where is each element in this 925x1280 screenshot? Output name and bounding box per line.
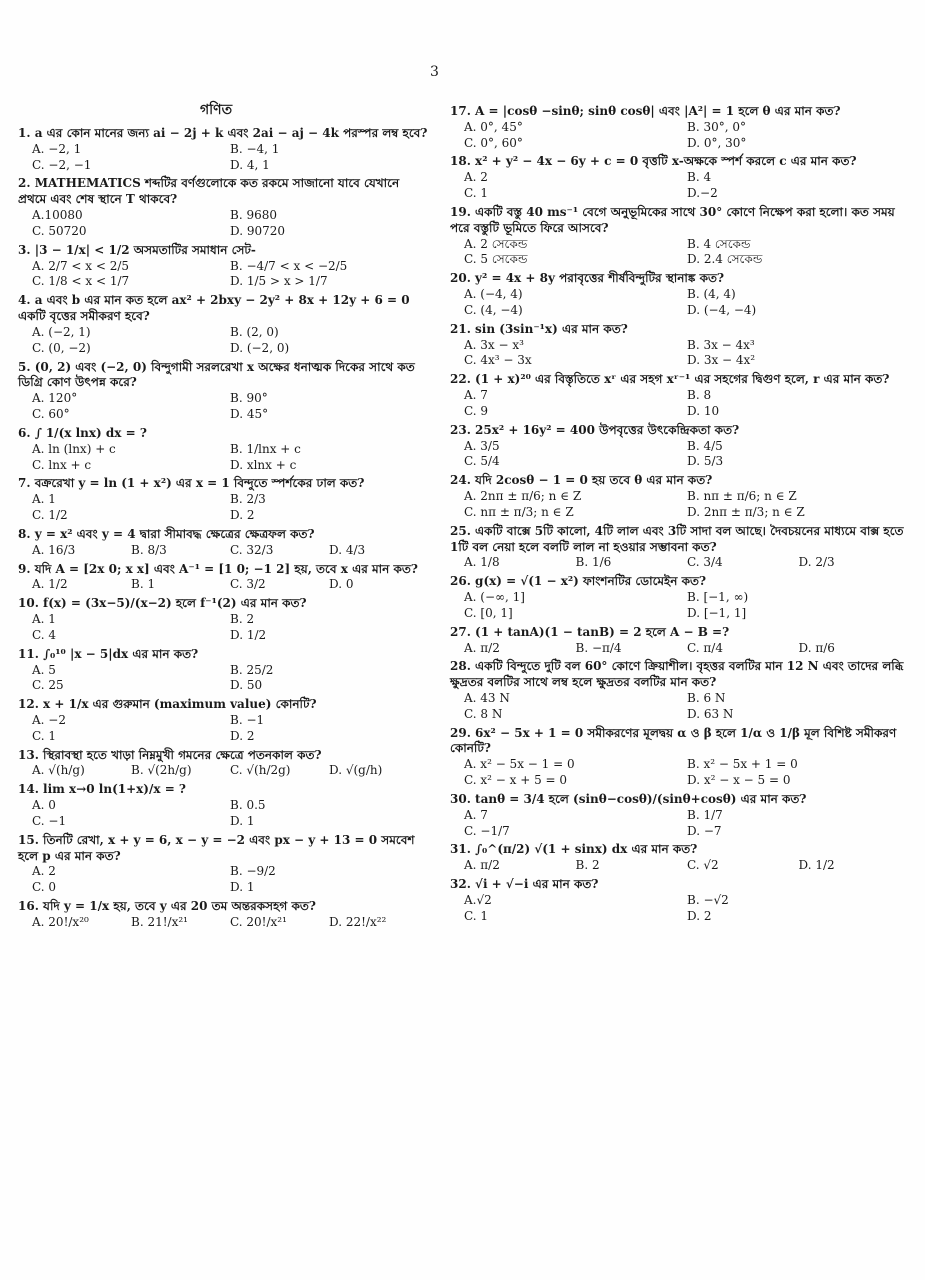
question-stem: 26. g(x) = √(1 − x²) ফাংশনটির ডোমেইন কত? bbox=[450, 574, 707, 589]
option: C. 8 N bbox=[464, 706, 503, 721]
option: B. 9680 bbox=[230, 208, 277, 223]
option: D. 0°, 30° bbox=[687, 135, 747, 150]
option: D. 22!/x²² bbox=[329, 914, 387, 929]
option: D.−2 bbox=[687, 186, 718, 201]
question bbox=[18, 697, 428, 744]
option: C. lnx + c bbox=[32, 457, 92, 472]
option: A. 7 bbox=[464, 807, 488, 822]
question-stem: 22. (1 + x)²⁰ এর বিস্তৃতিতে xʳ এর সহগ xʳ⁻¹ এর সহগের দ্বিগুণ হলে, r এর মান কত? bbox=[450, 372, 890, 387]
option: C. nπ ± π/3; n ∈ Z bbox=[464, 504, 574, 519]
option: A. 3/5 bbox=[464, 438, 500, 453]
option: C. −1/7 bbox=[464, 823, 510, 838]
option: D. (−2, 0) bbox=[230, 340, 290, 355]
question-stem: 30. tanθ = 3/4 হলে (sinθ−cosθ)/(sinθ+cosθ) এর মান কত? bbox=[450, 791, 807, 806]
options bbox=[450, 808, 910, 840]
option: D. 1/2 bbox=[798, 858, 835, 873]
option: A. 2/7 < x < 2/5 bbox=[32, 258, 130, 273]
option: C. 60° bbox=[32, 407, 70, 422]
options bbox=[18, 142, 428, 174]
option: B. √(2h/g) bbox=[131, 763, 192, 778]
option: B. 90° bbox=[230, 391, 268, 406]
option: A.10080 bbox=[32, 208, 83, 223]
option: B. −√2 bbox=[687, 892, 729, 907]
option: A.√2 bbox=[464, 892, 492, 907]
question-stem: 4. a এবং b এর মান কত হলে ax² + 2bxy − 2y² + 8x + 12y + 6 = 0 একটি বৃত্তের সমীকরণ হবে? bbox=[18, 293, 410, 324]
option: A. 2 bbox=[464, 170, 488, 185]
option: C. x² − x + 5 = 0 bbox=[464, 773, 568, 788]
option: A. 2 bbox=[32, 864, 56, 879]
option: A. 2nπ ± π/6; n ∈ Z bbox=[464, 489, 582, 504]
options bbox=[18, 325, 428, 357]
left-column bbox=[18, 126, 428, 934]
question-stem: 32. √i + √−i এর মান কত? bbox=[450, 877, 599, 892]
option: A. 5 bbox=[32, 662, 56, 677]
option: D. 45° bbox=[230, 407, 269, 422]
option: D. 2.4 সেকেন্ড bbox=[687, 252, 763, 267]
question-stem: 8. y = x² এবং y = 4 দ্বারা সীমাবদ্ধ ক্ষেত্রের ক্ষেত্রফল কত? bbox=[18, 526, 315, 541]
question bbox=[18, 176, 428, 239]
question bbox=[18, 527, 428, 559]
question-stem: 3. |3 − 1/x| < 1/2 অসমতাটির সমাধান সেট- bbox=[18, 242, 256, 257]
options bbox=[450, 439, 910, 471]
option: D. 10 bbox=[687, 403, 720, 418]
options bbox=[18, 543, 428, 559]
options bbox=[450, 170, 910, 202]
option: B. 2/3 bbox=[230, 492, 266, 507]
question bbox=[450, 524, 910, 571]
question-stem: 31. ∫₀^(π/2) √(1 + sinx) dx এর মান কত? bbox=[450, 842, 698, 857]
option: D. 2 bbox=[230, 728, 255, 743]
option: A. 0 bbox=[32, 798, 56, 813]
question bbox=[18, 562, 428, 594]
option: D. 1/5 > x > 1/7 bbox=[230, 274, 328, 289]
question bbox=[18, 647, 428, 694]
question bbox=[450, 842, 910, 874]
option: D. 1 bbox=[230, 813, 255, 828]
question-stem: 17. A = |cosθ −sinθ; sinθ cosθ| এবং |A²| = 1 হলে θ এর মান কত? bbox=[450, 104, 841, 118]
question bbox=[450, 792, 910, 839]
option: C. 3/4 bbox=[687, 555, 723, 570]
option: C. (4, −4) bbox=[464, 302, 523, 317]
question bbox=[450, 726, 910, 789]
option: B. 4/5 bbox=[687, 438, 723, 453]
option: A. 2 সেকেন্ড bbox=[464, 236, 528, 251]
option: D. 1 bbox=[230, 880, 255, 895]
question bbox=[450, 423, 910, 470]
question bbox=[450, 574, 910, 621]
option: B. 2 bbox=[575, 858, 600, 873]
options bbox=[450, 590, 910, 622]
option: B. 4 সেকেন্ড bbox=[687, 236, 751, 251]
option: A. 3x − x³ bbox=[464, 337, 524, 352]
question-stem: 12. x + 1/x এর গুরুমান (maximum value) কোনটি? bbox=[18, 697, 317, 712]
options bbox=[18, 663, 428, 695]
option: C. (0, −2) bbox=[32, 340, 91, 355]
option: B. 1 bbox=[131, 577, 156, 592]
option: C. 1/8 < x < 1/7 bbox=[32, 274, 130, 289]
page-number: 3 bbox=[430, 64, 439, 80]
option: D. 5/3 bbox=[687, 454, 724, 469]
option: A. 120° bbox=[32, 391, 78, 406]
question bbox=[18, 293, 428, 356]
option: D. 4, 1 bbox=[230, 157, 270, 172]
question bbox=[18, 476, 428, 523]
option: D. x² − x − 5 = 0 bbox=[687, 773, 791, 788]
option: C. 1 bbox=[464, 186, 489, 201]
question bbox=[18, 748, 428, 780]
question bbox=[450, 659, 910, 722]
option: D. 2 bbox=[687, 908, 712, 923]
options bbox=[450, 388, 910, 420]
option: D. −7 bbox=[687, 823, 722, 838]
question-stem: 24. যদি 2cosθ − 1 = 0 হয় তবে θ এর মান কত? bbox=[450, 473, 713, 488]
question bbox=[18, 782, 428, 829]
question bbox=[450, 271, 910, 318]
options bbox=[450, 555, 910, 571]
question-stem: 2. MATHEMATICS শব্দটির বর্ণগুলোকে কত রকমে সাজানো যাবে যেখানে প্রথমে এবং শেষ স্থানে T থাকবে? bbox=[18, 176, 400, 207]
right-column bbox=[450, 104, 910, 928]
option: D. 2nπ ± π/3; n ∈ Z bbox=[687, 504, 805, 519]
option: C. 3/2 bbox=[230, 577, 266, 592]
option: D. √(g/h) bbox=[329, 763, 383, 778]
options bbox=[450, 641, 910, 657]
options bbox=[18, 915, 428, 931]
options bbox=[18, 492, 428, 524]
option: C. √(h/2g) bbox=[230, 763, 291, 778]
option: A. ln (lnx) + c bbox=[32, 441, 116, 456]
option: B. 0.5 bbox=[230, 798, 266, 813]
option: B. 2 bbox=[230, 612, 255, 627]
question-stem: 9. যদি A = [2x 0; x x] এবং A⁻¹ = [1 0; −1 2] হয়, তবে x এর মান কত? bbox=[18, 561, 418, 576]
option: A. 20!/x²⁰ bbox=[32, 914, 89, 929]
option: C. 5 সেকেন্ড bbox=[464, 252, 528, 267]
options bbox=[450, 691, 910, 723]
option: A. π/2 bbox=[464, 858, 500, 873]
option: A. (−2, 1) bbox=[32, 324, 91, 339]
option: C. −2, −1 bbox=[32, 157, 92, 172]
option: B. 21!/x²¹ bbox=[131, 914, 188, 929]
option: C. [0, 1] bbox=[464, 605, 513, 620]
question bbox=[450, 372, 910, 419]
option: D. [−1, 1] bbox=[687, 605, 747, 620]
option: B. 1/6 bbox=[575, 555, 612, 570]
question-stem: 13. স্থিরাবস্থা হতে খাড়া নিম্নমুখী গমনের ক্ষেত্রে পতনকাল কত? bbox=[18, 747, 322, 762]
option: C. 1 bbox=[464, 908, 489, 923]
question bbox=[450, 473, 910, 520]
option: D. 63 N bbox=[687, 706, 734, 721]
option: D. 2 bbox=[230, 508, 255, 523]
option: A. 1 bbox=[32, 492, 56, 507]
option: C. 25 bbox=[32, 678, 64, 693]
option: A. 1/8 bbox=[464, 555, 500, 570]
option: A. (−4, 4) bbox=[464, 287, 523, 302]
option: B. −4/7 < x < −2/5 bbox=[230, 258, 348, 273]
question-stem: 11. ∫₀¹⁰ |x − 5|dx এর মান কত? bbox=[18, 646, 199, 661]
subject-title: গণিত bbox=[200, 102, 233, 118]
question-stem: 29. 6x² − 5x + 1 = 0 সমীকরণের মূলদ্বয় α ও β হলে 1/α ও 1/β মূল বিশিষ্ট সমীকরণ কোনটি? bbox=[450, 725, 897, 756]
question-stem: 5. (0, 2) এবং (−2, 0) বিন্দুগামী সরলরেখা x অক্ষের ধনাত্মক দিকের সাথে কত ডিগ্রি কোণ উৎপন্ন করে? bbox=[18, 359, 415, 390]
question-stem: 1. a এর কোন মানের জন্য ai − 2j + k এবং 2ai − aj − 4k পরস্পর লম্ব হবে? bbox=[18, 126, 428, 140]
option: B. 30°, 0° bbox=[687, 119, 746, 134]
option: C. √2 bbox=[687, 858, 719, 873]
question-stem: 28. একটি বিন্দুতে দুটি বল 60° কোণে ক্রিয়াশীল। বৃহত্তর বলটির মান 12 N এবং তাদের লব্ধি ক্ষুদ্রতর বলটির সাথে লম্ব হলে ক্ষুদ্রতর বলটির মান কত? bbox=[450, 659, 904, 690]
question bbox=[450, 877, 910, 924]
question-stem: 23. 25x² + 16y² = 400 উপবৃত্তের উৎকেন্দ্রিকতা কত? bbox=[450, 422, 740, 437]
option: D. 3x − 4x² bbox=[687, 353, 756, 368]
options bbox=[18, 391, 428, 423]
question bbox=[450, 205, 910, 268]
option: A. 16/3 bbox=[32, 542, 76, 557]
question-stem: 15. তিনটি রেখা, x + y = 6, x − y = −2 এবং px − y + 13 = 0 সমবেশ হলে p এর মান কত? bbox=[18, 832, 415, 863]
question-stem: 19. একটি বস্তু 40 ms⁻¹ বেগে অনুভূমিকের সাথে 30° কোণে নিক্ষেপ করা হলো। কত সময় পরে বস্তুটি ভূমিতে ফিরে আসবে? bbox=[450, 204, 895, 235]
option: B. 6 N bbox=[687, 690, 726, 705]
question-stem: 10. f(x) = (3x−5)/(x−2) হলে f⁻¹(2) এর মান কত? bbox=[18, 596, 307, 611]
question-stem: 21. sin (3sin⁻¹x) এর মান কত? bbox=[450, 321, 628, 336]
question bbox=[18, 899, 428, 931]
options bbox=[450, 858, 910, 874]
options bbox=[18, 798, 428, 830]
option: C. 1/2 bbox=[32, 508, 68, 523]
option: B. 8 bbox=[687, 388, 712, 403]
option: C. π/4 bbox=[687, 640, 723, 655]
question-stem: 25. একটি বাক্সে 5টি কালো, 4টি লাল এবং 3টি সাদা বল আছে। দৈবচয়নের মাধ্যমে বাক্স হতে 1টি বল নেয়া হলে বলটি লাল না হওয়ার সম্ভাবনা কত? bbox=[450, 523, 904, 554]
option: A. 0°, 45° bbox=[464, 119, 523, 134]
option: A. (−∞, 1] bbox=[464, 590, 525, 605]
question-stem: 18. x² + y² − 4x − 6y + c = 0 বৃত্তটি x-অক্ষকে স্পর্শ করলে c এর মান কত? bbox=[450, 154, 857, 169]
option: D. 90720 bbox=[230, 223, 285, 238]
option: D. (−4, −4) bbox=[687, 302, 757, 317]
option: B. 3x − 4x³ bbox=[687, 337, 755, 352]
question bbox=[18, 360, 428, 423]
question bbox=[18, 126, 428, 173]
options bbox=[450, 489, 910, 521]
question bbox=[18, 426, 428, 473]
option: A. 7 bbox=[464, 388, 488, 403]
option: B. (4, 4) bbox=[687, 287, 736, 302]
question-stem: 27. (1 + tanA)(1 − tanB) = 2 হলে A − B =? bbox=[450, 624, 730, 639]
option: C. 9 bbox=[464, 403, 489, 418]
option: C. −1 bbox=[32, 813, 67, 828]
option: B. −1 bbox=[230, 712, 265, 727]
question-stem: 16. যদি y = 1/x হয়, তবে y এর 20 তম অন্তরকসহগ কত? bbox=[18, 899, 316, 914]
options bbox=[18, 713, 428, 745]
option: B. −π/4 bbox=[575, 640, 622, 655]
question-stem: 6. ∫ 1/(x lnx) dx = ? bbox=[18, 425, 147, 440]
option: A. −2 bbox=[32, 712, 66, 727]
option: A. −2, 1 bbox=[32, 141, 82, 156]
options bbox=[450, 237, 910, 269]
option: D. 0 bbox=[329, 577, 354, 592]
option: D. 4/3 bbox=[329, 542, 366, 557]
options bbox=[450, 287, 910, 319]
question bbox=[450, 104, 910, 151]
options bbox=[450, 757, 910, 789]
option: B. −4, 1 bbox=[230, 141, 280, 156]
option: B. x² − 5x + 1 = 0 bbox=[687, 757, 798, 772]
option: B. 4 bbox=[687, 170, 712, 185]
options bbox=[18, 208, 428, 240]
options bbox=[18, 612, 428, 644]
question-stem: 20. y² = 4x + 8y পরাবৃত্তের শীর্ষবিন্দুটির স্থানাঙ্ক কত? bbox=[450, 271, 725, 286]
option: C. 1 bbox=[32, 728, 57, 743]
option: A. 43 N bbox=[464, 690, 510, 705]
option: B. 8/3 bbox=[131, 542, 167, 557]
option: C. 5/4 bbox=[464, 454, 500, 469]
question-stem: 7. বক্ররেখা y = ln (1 + x²) এর x = 1 বিন্দুতে স্পর্শকের ঢাল কত? bbox=[18, 476, 365, 491]
options bbox=[18, 442, 428, 474]
option: C. 20!/x²¹ bbox=[230, 914, 287, 929]
options bbox=[450, 338, 910, 370]
option: D. π/6 bbox=[798, 640, 835, 655]
option: B. −9/2 bbox=[230, 864, 276, 879]
option: B. 25/2 bbox=[230, 662, 274, 677]
options bbox=[18, 864, 428, 896]
option: D. xlnx + c bbox=[230, 457, 297, 472]
question bbox=[450, 322, 910, 369]
option: C. 32/3 bbox=[230, 542, 274, 557]
option: C. 4 bbox=[32, 627, 57, 642]
question bbox=[18, 833, 428, 896]
option: A. √(h/g) bbox=[32, 763, 85, 778]
option: C. 4x³ − 3x bbox=[464, 353, 532, 368]
option: A. 1 bbox=[32, 612, 56, 627]
option: B. 1/lnx + c bbox=[230, 441, 301, 456]
option: D. 50 bbox=[230, 678, 263, 693]
option: B. 1/7 bbox=[687, 807, 723, 822]
options bbox=[450, 120, 910, 152]
options bbox=[18, 763, 428, 779]
option: A. 1/2 bbox=[32, 577, 68, 592]
options bbox=[18, 577, 428, 593]
question bbox=[18, 596, 428, 643]
option: A. x² − 5x − 1 = 0 bbox=[464, 757, 575, 772]
option: D. 1/2 bbox=[230, 627, 267, 642]
option: B. [−1, ∞) bbox=[687, 590, 749, 605]
option: D. 2/3 bbox=[798, 555, 835, 570]
option: C. 50720 bbox=[32, 223, 87, 238]
question bbox=[450, 154, 910, 201]
option: B. nπ ± π/6; n ∈ Z bbox=[687, 489, 797, 504]
question bbox=[18, 243, 428, 290]
question-stem: 14. lim x→0 ln(1+x)/x = ? bbox=[18, 782, 186, 797]
options bbox=[18, 259, 428, 291]
option: C. 0°, 60° bbox=[464, 135, 523, 150]
option: B. (2, 0) bbox=[230, 324, 279, 339]
option: A. π/2 bbox=[464, 640, 500, 655]
question bbox=[450, 625, 910, 657]
options bbox=[450, 893, 910, 925]
option: C. 0 bbox=[32, 880, 57, 895]
